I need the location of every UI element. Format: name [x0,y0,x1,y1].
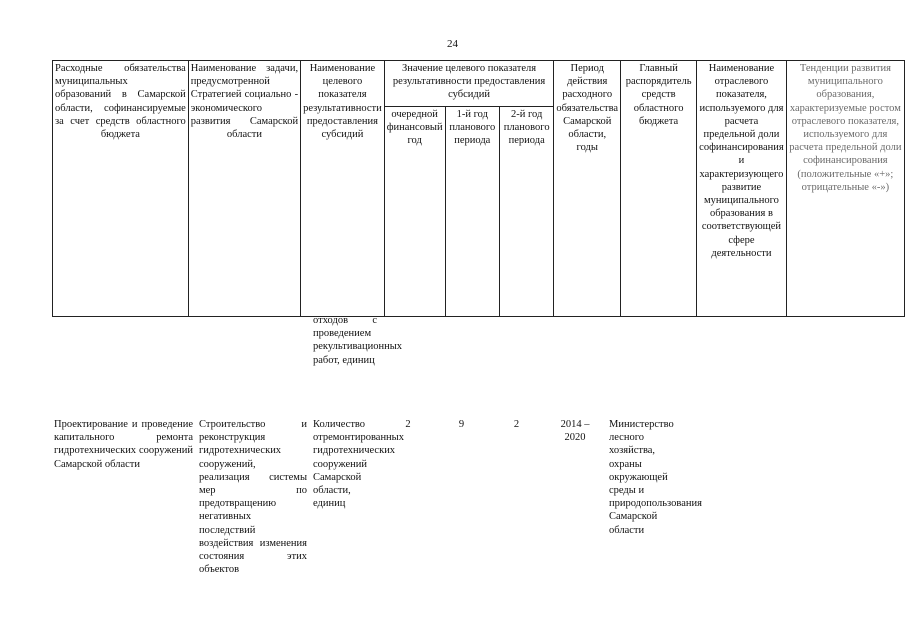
header-spending-obligations: Расходные обязательства муниципальных образований в Самарской области, софинансируемые за счет средств областного бюджета [53,61,189,317]
row-value-current-year: 2 [405,419,411,430]
header-sector-indicator: Наименование отраслевого показателя, используемого для расчета предельной доли софинансирования и характеризующего развитие муниципального образования в соответствующей сфере деятельности [697,61,787,317]
indicator-continuation-text: отходов с проведением рекультивационных работ, единиц [313,315,402,366]
header-indicator-name: Наименование целевого показателя результативности предоставления субсидий [301,61,385,317]
row-spending-obligation: Проектирование и проведение капитального ремонта гидротехнических сооружений Самарской области [54,419,193,470]
row-value-plan-year-1: 9 [458,419,465,430]
header-period: Период действия расходного обязательства Самарской области, годы [554,61,621,317]
header-target-values-group: Значение целевого показателя результативности предоставления субсидий [384,61,554,107]
header-plan-year-1: 1-й год планового периода [445,106,499,316]
header-current-year: очередной финансовый год [384,106,445,316]
indicator-table-header [52,60,905,317]
header-plan-year-2: 2-й год планового периода [499,106,553,316]
row-budget-manager: Министерство лесного хозяйства, охраны окружающей среды и природопользования Самарской области [609,419,702,536]
header-task-name: Наименование задачи, предусмотренной Стратегией социально - экономического развития Самарской области [188,61,300,317]
page-number: 24 [447,38,458,50]
row-indicator-name: Количество отремонтированных гидротехнических сооружений Самарской области, единиц [313,419,404,510]
header-budget-manager: Главный распорядитель средств областного бюджета [621,61,697,317]
row-value-plan-year-2: 2 [513,419,520,430]
header-development-trends: Тенденции развития муниципального образования, характеризуемые ростом отраслевого показателя, используемого для расчета предельной доли софинансирования (положительные «+»; отрицательные «-») [786,61,904,317]
row-task-name: Строительство и реконструкция гидротехнических сооружений, реализация системы мер по предотвращению негативных последствий воздействия изменения состояния этих объектов [199,419,307,576]
row-period: 2014 – 2020 [560,419,590,444]
